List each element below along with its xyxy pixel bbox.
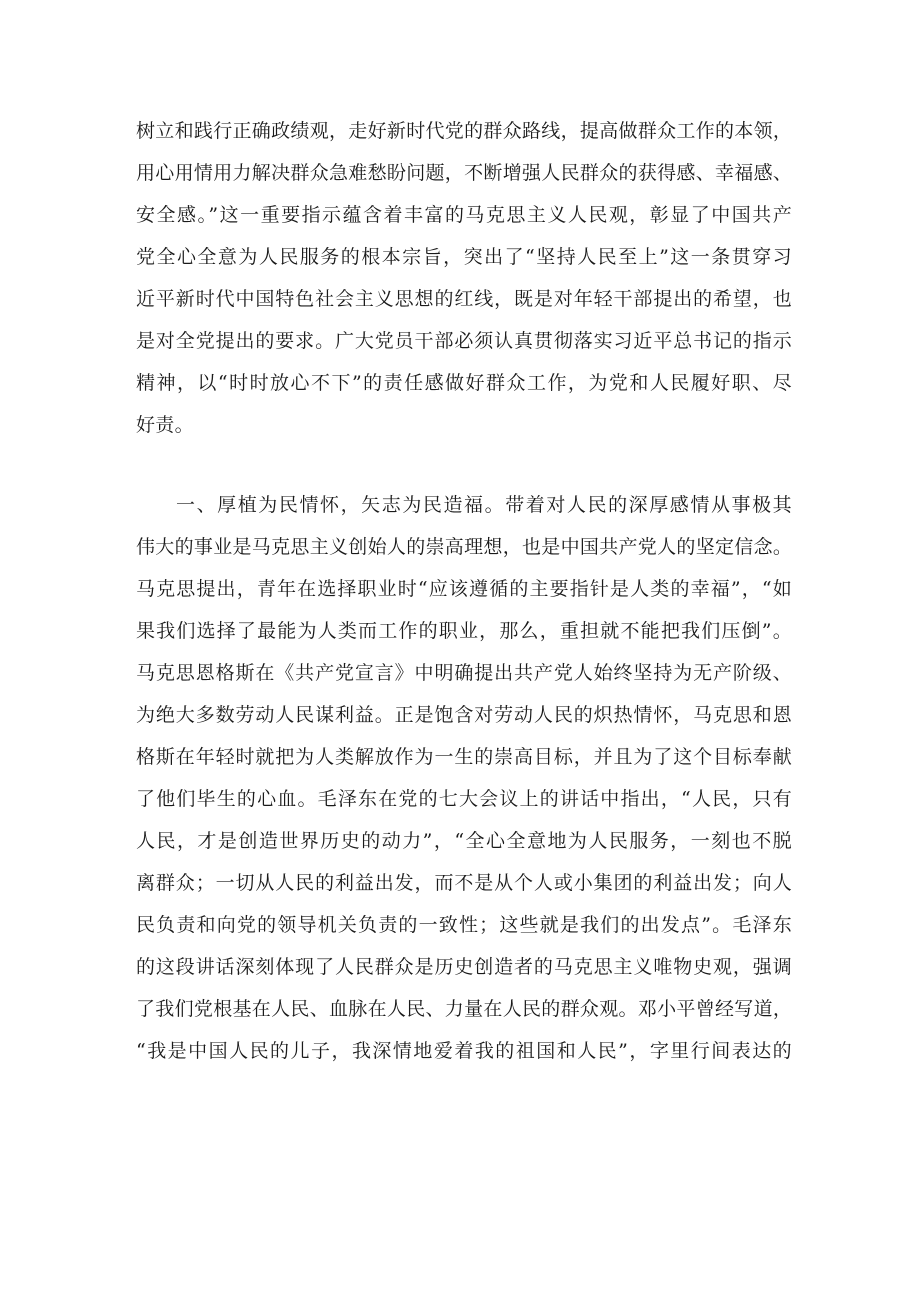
paragraph-spacer bbox=[136, 446, 792, 484]
paragraph-2 bbox=[136, 484, 792, 1072]
text-line: 伟大的事业是马克思主义创始人的崇高理想，也是中国共产党人的坚定信念。 bbox=[136, 536, 793, 558]
text-line: 是对全党提出的要求。广大党员干部必须认真贯彻落实习近平总书记的指示 bbox=[136, 330, 792, 352]
text-line: 精神，以“时时放心不下”的责任感做好群众工作，为党和人民履好职、尽 bbox=[136, 372, 792, 394]
text-line: 党全心全意为人民服务的根本宗旨，突出了“坚持人民至上”这一条贯穿习 bbox=[136, 246, 792, 268]
text-line: 近平新时代中国特色社会主义思想的红线，既是对年轻干部提出的希望，也 bbox=[136, 288, 792, 310]
paragraph-1 bbox=[136, 110, 792, 446]
document-body bbox=[136, 110, 792, 1072]
text-line: 树立和践行正确政绩观，走好新时代党的群众路线，提高做群众工作的本领， bbox=[136, 120, 793, 142]
text-line: 安全感。”这一重要指示蕴含着丰富的马克思主义人民观，彰显了中国共产 bbox=[136, 204, 792, 226]
text-line: 好责。 bbox=[136, 414, 194, 436]
section-heading-line: 一、厚植为民情怀，矢志为民造福。带着对人民的深厚感情从事极其 bbox=[176, 494, 792, 516]
text-line: “我是中国人民的儿子，我深情地爱着我的祖国和人民”，字里行间表达的 bbox=[136, 1040, 792, 1062]
text-line: 用心用情用力解决群众急难愁盼问题，不断增强人民群众的获得感、幸福感、 bbox=[136, 162, 793, 184]
text-line: 为绝大多数劳动人民谋利益。正是饱含对劳动人民的炽热情怀，马克思和恩 bbox=[136, 704, 792, 726]
text-line: 了他们毕生的心血。毛泽东在党的七大会议上的讲话中指出，“人民，只有 bbox=[136, 788, 792, 810]
text-line: 格斯在年轻时就把为人类解放作为一生的崇高目标，并且为了这个目标奉献 bbox=[136, 746, 792, 768]
text-line: 马克思恩格斯在《共产党宣言》中明确提出共产党人始终坚持为无产阶级、 bbox=[136, 662, 792, 684]
text-line: 人民，才是创造世界历史的动力”，“全心全意地为人民服务，一刻也不脱 bbox=[136, 830, 792, 852]
text-line: 离群众；一切从人民的利益出发，而不是从个人或小集团的利益出发；向人 bbox=[136, 872, 792, 894]
text-line: 果我们选择了最能为人类而工作的职业，那么，重担就不能把我们压倒”。 bbox=[136, 620, 792, 642]
text-line: 的这段讲话深刻体现了人民群众是历史创造者的马克思主义唯物史观，强调 bbox=[136, 956, 792, 978]
text-line: 民负责和向党的领导机关负责的一致性；这些就是我们的出发点”。毛泽东 bbox=[136, 914, 792, 936]
text-line: 马克思提出，青年在选择职业时“应该遵循的主要指针是人类的幸福”，“如 bbox=[136, 578, 792, 600]
text-line: 了我们党根基在人民、血脉在人民、力量在人民的群众观。邓小平曾经写道， bbox=[136, 998, 793, 1020]
